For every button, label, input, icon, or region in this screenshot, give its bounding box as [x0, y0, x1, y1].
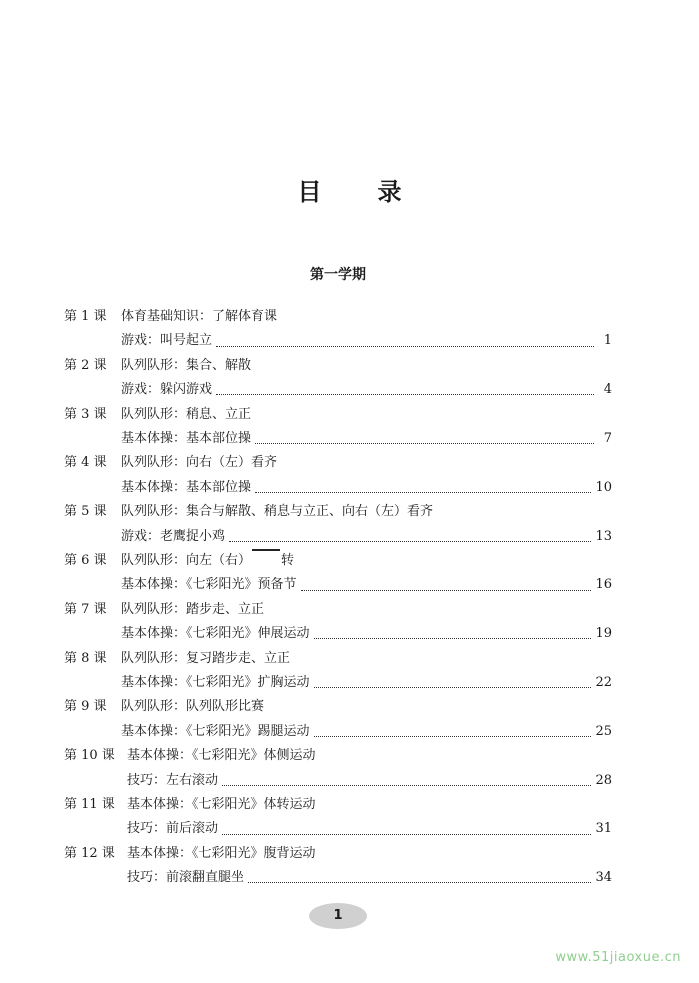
lesson-topic: 队列队形：队列队形比赛 [121, 699, 265, 715]
lesson-activity: 游戏：叫号起立 [121, 333, 213, 349]
lesson-topic: 基本体操：《七彩阳光》体转运动 [127, 796, 316, 812]
lesson-number: 第 4 课 [64, 455, 107, 471]
lesson-topic: 队列队形：踏步走、立正 [121, 601, 265, 617]
lesson-topic: 队列队形：稍息、立正 [121, 406, 252, 422]
lesson-activity: 游戏：躲闪游戏 [121, 382, 213, 398]
lesson-activity: 技巧：前后滚动 [127, 821, 219, 837]
lesson-page: 25 [595, 723, 612, 739]
lesson-topic: 队列队形：集合、解散 [121, 357, 252, 373]
dot-leader [248, 881, 591, 883]
dot-leader [216, 393, 594, 395]
dot-leader [216, 345, 594, 347]
lesson-page: 28 [595, 772, 612, 788]
lesson-number: 第 11 课 [64, 796, 115, 812]
dot-leader [222, 833, 591, 835]
lesson-topic-tail: 转 [281, 552, 295, 568]
dot-leader [314, 686, 592, 688]
lesson-activity: 基本体操：《七彩阳光》伸展运动 [121, 626, 310, 642]
lesson-topic: 队列队形：复习踏步走、立正 [121, 650, 291, 666]
lesson-page: 4 [603, 382, 612, 398]
toc-entry-9 [64, 695, 612, 744]
toc-entry-3 [64, 403, 612, 452]
lesson-activity: 基本体操：《七彩阳光》预备节 [121, 577, 297, 593]
lesson-activity: 基本体操：《七彩阳光》踢腿运动 [121, 723, 310, 739]
dot-leader [222, 784, 591, 786]
lesson-page: 16 [595, 577, 612, 593]
lesson-page: 19 [595, 626, 612, 642]
toc-entry-1 [64, 305, 612, 354]
lesson-activity: 技巧：前滚翻直腿坐 [127, 870, 245, 886]
lesson-page: 31 [595, 821, 612, 837]
toc-entry-12 [64, 842, 612, 891]
lesson-page: 1 [603, 333, 612, 349]
dot-leader [255, 491, 591, 493]
dash-line [252, 549, 280, 551]
dot-leader [314, 735, 592, 737]
lesson-page: 10 [595, 479, 612, 495]
toc-title: 目录 [297, 178, 458, 206]
lesson-activity: 游戏：老鹰捉小鸡 [121, 528, 226, 544]
lesson-number: 第 5 课 [64, 504, 107, 520]
lesson-activity: 基本体操：基本部位操 [121, 479, 252, 495]
lesson-topic: 队列队形：向右（左）看齐 [121, 455, 278, 471]
lesson-topic: 基本体操：《七彩阳光》腹背运动 [127, 845, 316, 861]
toc-entry-10 [64, 744, 612, 793]
lesson-activity: 基本体操：《七彩阳光》扩胸运动 [121, 674, 310, 690]
lesson-page: 7 [603, 430, 612, 446]
semester-heading: 第一学期 [310, 267, 366, 283]
lesson-activity: 技巧：左右滚动 [127, 772, 219, 788]
dot-leader [255, 442, 594, 444]
lesson-number: 第 7 课 [64, 601, 107, 617]
lesson-number: 第 9 课 [64, 699, 107, 715]
toc-entry-2 [64, 354, 612, 403]
lesson-topic: 队列队形：向左（右） [121, 552, 252, 568]
dot-leader [301, 589, 592, 591]
lesson-topic: 体育基础知识：了解体育课 [121, 309, 278, 324]
lesson-topic: 基本体操：《七彩阳光》体侧运动 [127, 748, 316, 764]
table-of-contents [64, 305, 612, 891]
toc-entry-4 [64, 451, 612, 500]
toc-entry-8 [64, 647, 612, 696]
lesson-activity: 基本体操：基本部位操 [121, 430, 252, 446]
toc-entry-6 [64, 549, 612, 598]
lesson-number: 第 10 课 [64, 748, 115, 764]
lesson-number: 第 1 课 [64, 309, 107, 324]
lesson-page: 34 [595, 870, 612, 886]
lesson-topic: 队列队形：集合与解散、稍息与立正、向右（左）看齐 [121, 504, 434, 520]
lesson-page: 22 [595, 674, 612, 690]
toc-entry-7 [64, 598, 612, 647]
lesson-number: 第 2 课 [64, 357, 107, 373]
dot-leader [229, 540, 591, 542]
toc-entry-5 [64, 500, 612, 549]
lesson-number: 第 3 课 [64, 406, 107, 422]
lesson-page: 13 [595, 528, 612, 544]
page-number-badge: 1 [309, 903, 367, 929]
dot-leader [314, 637, 592, 639]
watermark: www.51jiaoxue.cn [555, 950, 681, 965]
lesson-number: 第 12 课 [64, 845, 115, 861]
toc-entry-11 [64, 793, 612, 842]
lesson-number: 第 8 课 [64, 650, 107, 666]
lesson-number: 第 6 课 [64, 552, 107, 568]
